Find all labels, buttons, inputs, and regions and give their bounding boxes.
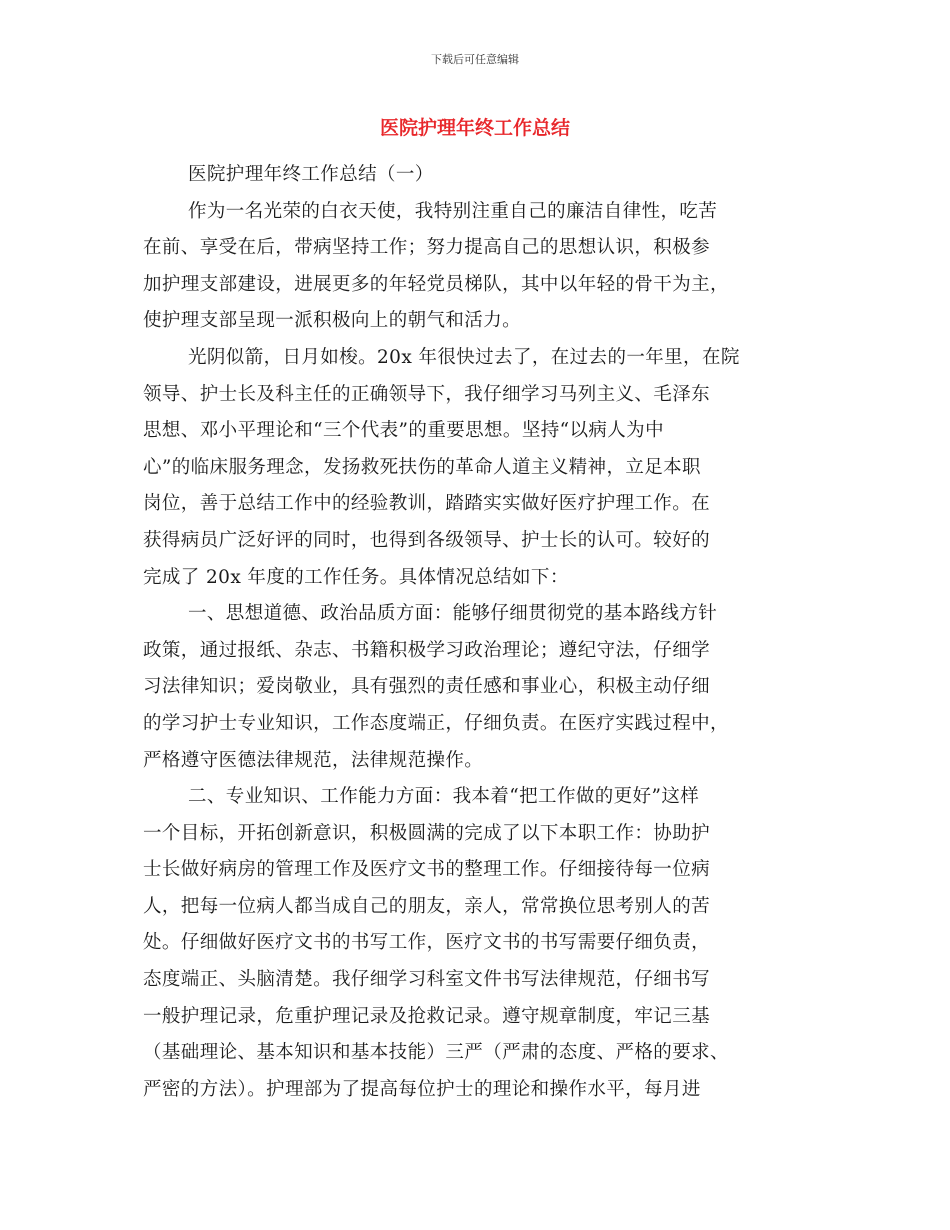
body-line: 完成了 20x 年度的工作任务。具体情况总结如下： (143, 566, 569, 588)
body-line: 习法律知识；爱岗敬业，具有强烈的责任感和事业心，积极主动仔细 (143, 676, 711, 698)
body-line: 医院护理年终工作总结（一） (188, 164, 434, 185)
body-line: 心”的临床服务理念，发扬救死扶伤的革命人道主义精神，立足本职 (143, 456, 701, 478)
body-line: 一个目标，开拓创新意识，积极圆满的完成了以下本职工作：协助护 (143, 822, 711, 844)
body-line: 使护理支部呈现一派积极向上的朝气和活力。 (143, 310, 522, 332)
body-line: 处。仔细做好医疗文书的书写工作，医疗文书的书写需要仔细负责， (143, 932, 711, 954)
body-line: 在前、享受在后，带病坚持工作；努力提高自己的思想认识，积极参 (143, 237, 711, 259)
body-line: 严密的方法）。护理部为了提高每位护士的理论和操作水平，每月进 (143, 1078, 701, 1100)
body-line: 光阴似箭，日月如梭。20x 年很快过去了，在过去的一年里，在院 (188, 346, 740, 368)
body-line: 二、专业知识、工作能力方面：我本着“把工作做的更好”这样 (188, 786, 700, 808)
body-line: 士长做好病房的管理工作及医疗文书的整理工作。仔细接待每一位病 (143, 859, 711, 881)
body-line: 态度端正、头脑清楚。我仔细学习科室文件书写法律规范，仔细书写 (143, 969, 711, 991)
document-title: 医院护理年终工作总结 (379, 117, 570, 139)
body-line: 思想、邓小平理论和“三个代表”的重要思想。坚持“以病人为中 (143, 420, 664, 442)
body-line: 领导、护士长及科主任的正确领导下，我仔细学习马列主义、毛泽东 (143, 383, 711, 405)
body-line: 岗位，善于总结工作中的经验教训，踏踏实实做好医疗护理工作。在 (143, 493, 711, 515)
body-line: 加护理支部建设，进展更多的年轻党员梯队，其中以年轻的骨干为主， (143, 273, 729, 295)
body-line: 一般护理记录，危重护理记录及抢救记录。遵守规章制度，牢记三基 (143, 1005, 711, 1027)
document-body (143, 157, 811, 1108)
body-line: 一、思想道德、政治品质方面：能够仔细贯彻党的基本路线方针 (188, 603, 718, 625)
body-line: （基础理论、基本知识和基本技能）三严（严肃的态度、严格的要求、 (143, 1042, 729, 1064)
page-header-note: 下载后可任意编辑 (431, 53, 519, 66)
body-line: 严格遵守医德法律规范，法律规范操作。 (143, 749, 484, 771)
body-line: 人，把每一位病人都当成自己的朋友，亲人，常常换位思考别人的苦 (143, 895, 711, 917)
body-line: 的学习护士专业知识，工作态度端正，仔细负责。在医疗实践过程中， (143, 712, 729, 734)
body-line: 获得病员广泛好评的同时，也得到各级领导、护士长的认可。较好的 (143, 529, 711, 551)
body-line: 政策，通过报纸、杂志、书籍积极学习政治理论；遵纪守法，仔细学 (143, 639, 711, 661)
body-line: 作为一名光荣的白衣天使，我特别注重自己的廉洁自律性，吃苦 (188, 200, 718, 222)
